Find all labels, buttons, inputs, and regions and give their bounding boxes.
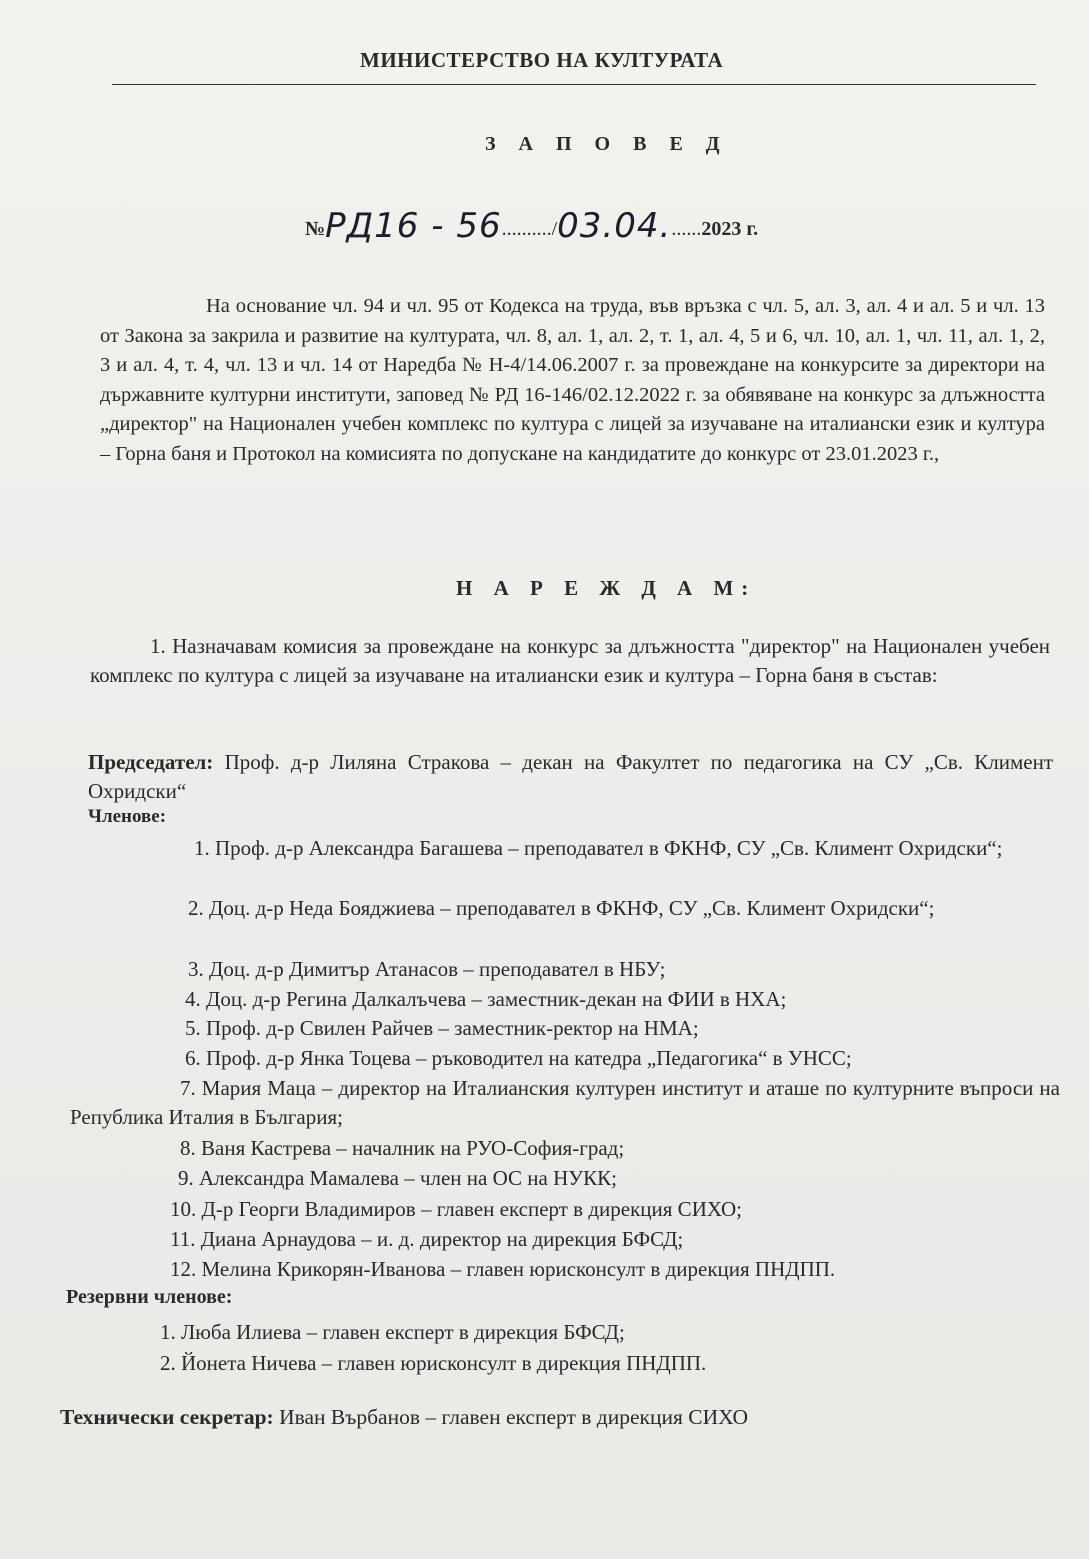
chairman-line	[88, 748, 1053, 806]
preamble-paragraph: На основание чл. 94 и чл. 95 от Кодекса на труда, във връзка с чл. 5, ал. 3, ал. 4 и ал. 5 и чл. 13 от Закона за закрила и развитие на културата, чл. 8, ал. 1, ал. 2, т. 1, ал. 4, 5 и 6, чл. 10, ал. 1, чл. 11, ал. 1, 2, 3 и ал. 4, т. 4, чл. 13 и чл. 14 от Наредба № Н-4/14.06.2007 г. за провеждане на конкурсите за директори на държавните културни институти, заповед № РД 16-146/02.12.2022 г. за обявяване на конкурс за длъжността „директор" на Национален учебен комплекс по култура с лицей за изучаване на италиански език и култура – Горна баня и Протокол на комисията по допускане на кандидатите до конкурс от 23.01.2023 г.,	[100, 295, 1045, 465]
reserve-members-label: Резервни членове:	[66, 1286, 233, 1308]
member-item: 9. Александра Мамалева – член на ОС на НУКК;	[178, 1166, 617, 1190]
member-item: 6. Проф. д-р Янка Тоцева – ръководител на катедра „Педагогика“ в УНСС;	[185, 1046, 852, 1070]
member-item: 10. Д-р Георги Владимиров – главен експерт в дирекция СИХО;	[170, 1197, 742, 1221]
ministry-heading: МИНИСТЕРСТВО НА КУЛТУРАТА	[360, 48, 724, 72]
member-item: 3. Доц. д-р Димитър Атанасов – преподавател в НБУ;	[188, 957, 666, 981]
handwritten-number: РД16 - 56	[325, 206, 502, 246]
member-item: 5. Проф. д-р Свилен Райчев – заместник-ректор на НМА;	[185, 1016, 699, 1040]
member-item: 7. Мария Маца – директор на Италианския културен институт и аташе по културните въпроси на Република Италия в България;	[70, 1076, 1060, 1129]
number-prefix: №	[305, 218, 326, 240]
members-label: Членове:	[88, 806, 167, 827]
chairman-text: Проф. д-р Лиляна Стракова – декан на Факултет по педагогика на СУ „Св. Климент Охридски“	[88, 750, 1054, 803]
decree-heading: Н А Р Е Ж Д А М:	[456, 576, 757, 600]
heading-rule	[112, 84, 1036, 85]
order-title: З А П О В Е Д	[485, 133, 729, 155]
member-item: 4. Доц. д-р Регина Далкалъчева – заместник-декан на ФИИ в НХА;	[185, 987, 787, 1011]
member-item: 1. Проф. д-р Александра Багашева – преподавател в ФКНФ, СУ „Св. Климент Охридски“;	[194, 836, 1003, 860]
member-item: 2. Доц. д-р Неда Бояджиева – преподавател в ФКНФ, СУ „Св. Климент Охридски“;	[188, 896, 935, 920]
order-number-line: №РД16 - 56........../03.04.......2023 г.	[305, 206, 759, 246]
member-item: 12. Мелина Крикорян-Иванова – главен юрисконсулт в дирекция ПНДПП.	[170, 1257, 836, 1281]
order-year: 2023 г.	[701, 218, 759, 240]
reserve-member-item: 1. Люба Илиева – главен експерт в дирекция БФСД;	[160, 1320, 625, 1344]
item-1-paragraph: 1. Назначавам комисия за провеждане на конкурс за длъжността "директор" на Национален учебен комплекс по култура с лицей за изучаване на италиански език и култура – Горна баня в състав:	[90, 634, 1050, 687]
secretary-text: Иван Върбанов – главен експерт в дирекция СИХО	[279, 1405, 749, 1429]
secretary-label: Технически секретар:	[60, 1405, 274, 1429]
reserve-member-item: 2. Йонета Ничева – главен юрисконсулт в дирекция ПНДПП.	[160, 1351, 707, 1375]
technical-secretary-line	[60, 1405, 748, 1430]
chairman-label: Председател:	[88, 750, 214, 774]
handwritten-date: 03.04.	[557, 206, 672, 246]
member-item: 11. Диана Арнаудова – и. д. директор на дирекция БФСД;	[170, 1227, 684, 1251]
member-item: 8. Ваня Кастрева – началник на РУО-София-град;	[180, 1136, 625, 1160]
